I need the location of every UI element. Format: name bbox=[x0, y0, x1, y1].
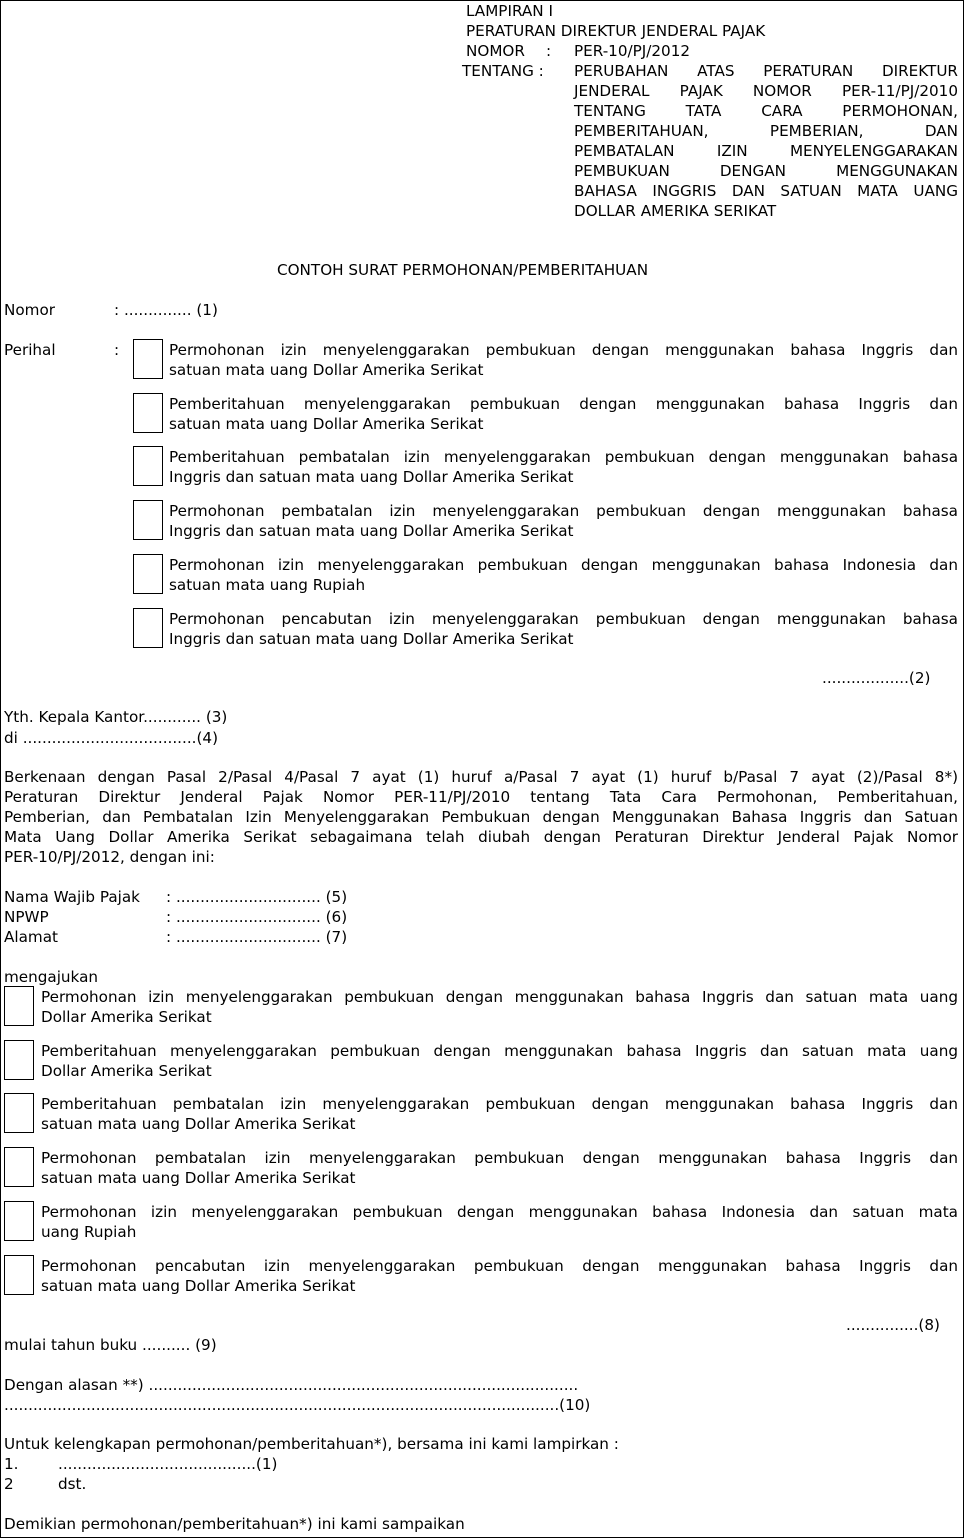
closing-sentence: Demikian permohonan/pemberitahuan*) ini kami sampaikan bbox=[4, 1515, 465, 1533]
note-8: ...............(8) bbox=[846, 1316, 940, 1334]
tentang-line: PEMBERITAHUAN, PEMBERIAN, DAN bbox=[574, 122, 958, 140]
perihal-option-line-1: Permohonan pencabutan izin menyelenggarakan pembukuan dengan menggunakan bahasa bbox=[169, 609, 958, 628]
perihal-option-line-2: Inggris dan satuan mata uang Dollar Amerika Serikat bbox=[169, 468, 574, 487]
tentang-line: PEMBUKUAN DENGAN MENGGUNAKAN bbox=[574, 162, 958, 180]
attachment-2-num: 2 bbox=[4, 1475, 14, 1493]
mengajukan-option-line-2: Dollar Amerika Serikat bbox=[41, 1061, 212, 1080]
perihal-option bbox=[169, 609, 958, 649]
mengajukan-checkbox[interactable] bbox=[4, 1201, 34, 1241]
perihal-option-line-1: Permohonan pembatalan izin menyelenggarakan pembukuan dengan menggunakan bahasa bbox=[169, 502, 958, 521]
taxpayer-value: : .............................. (5) bbox=[166, 888, 348, 906]
mengajukan-option-line-1: Pemberitahuan menyelenggarakan pembukuan dengan menggunakan bahasa Inggris dan satuan mata uang bbox=[41, 1041, 958, 1060]
addressee-office: Yth. Kepala Kantor............ (3) bbox=[4, 708, 228, 726]
tentang-line: TENTANG TATA CARA PERMOHONAN, bbox=[574, 102, 958, 120]
mengajukan-option bbox=[41, 1202, 958, 1242]
mengajukan-option bbox=[41, 1256, 958, 1296]
perihal-label: Perihal bbox=[4, 341, 56, 359]
taxpayer-value: : .............................. (7) bbox=[166, 928, 348, 946]
mengajukan-checkbox[interactable] bbox=[4, 1040, 34, 1080]
taxpayer-label: NPWP bbox=[4, 908, 49, 926]
perihal-option-line-2: Inggris dan satuan mata uang Dollar Amerika Serikat bbox=[169, 522, 574, 541]
tentang-line: PERUBAHAN ATAS PERATURAN DIREKTUR bbox=[574, 62, 958, 80]
perihal-checkbox[interactable] bbox=[133, 608, 163, 648]
body-line: PER-10/PJ/2012, dengan ini: bbox=[4, 848, 215, 866]
mengajukan-option-line-2: satuan mata uang Dollar Amerika Serikat bbox=[41, 1115, 356, 1134]
tentang-line: JENDERAL PAJAK NOMOR PER-11/PJ/2010 bbox=[574, 82, 958, 100]
body-line: Mata Uang Dollar Amerika Serikat sebagaimana telah diubah dengan Peraturan Direktur Jenderal Pajak Nomor bbox=[4, 828, 958, 846]
lampiran-label: LAMPIRAN I bbox=[466, 2, 553, 20]
addressee-location: di ....................................(4) bbox=[4, 729, 218, 747]
perihal-option-line-1: Pemberitahuan menyelenggarakan pembukuan dengan menggunakan bahasa Inggris dan bbox=[169, 394, 958, 413]
perihal-checkbox[interactable] bbox=[133, 393, 163, 433]
peraturan-label: PERATURAN DIREKTUR JENDERAL PAJAK bbox=[466, 22, 766, 40]
attachment-1-num: 1. bbox=[4, 1455, 19, 1473]
perihal-option bbox=[169, 340, 958, 380]
perihal-option-line-2: satuan mata uang Rupiah bbox=[169, 575, 366, 594]
mengajukan-option-line-1: Permohonan pencabutan izin menyelenggarakan pembukuan dengan menggunakan bahasa Inggris dan bbox=[41, 1256, 958, 1275]
perihal-option-line-1: Permohonan izin menyelenggarakan pembukuan dengan menggunakan bahasa Inggris dan bbox=[169, 341, 958, 359]
body-line: Peraturan Direktur Jenderal Pajak Nomor PER-11/PJ/2010 tentang Tata Cara Permohonan, Pemberitahuan, bbox=[4, 788, 958, 806]
perihal-option-line-1: Permohonan izin menyelenggarakan pembukuan dengan menggunakan bahasa Indonesia dan bbox=[169, 555, 958, 574]
perihal-option-line-1: Pemberitahuan pembatalan izin menyelenggarakan pembukuan dengan menggunakan bahasa bbox=[169, 448, 958, 467]
nomor-row-label: Nomor bbox=[4, 301, 55, 319]
mengajukan-option bbox=[41, 1041, 958, 1081]
perihal-checkbox[interactable] bbox=[133, 339, 163, 379]
body-line: Berkenaan dengan Pasal 2/Pasal 4/Pasal 7 ayat (1) huruf a/Pasal 7 ayat (1) huruf b/Pasal 7 ayat (2)/Pasal 8*) bbox=[4, 768, 958, 786]
mengajukan-checkbox[interactable] bbox=[4, 1147, 34, 1187]
attachment-2-text: dst. bbox=[58, 1475, 87, 1493]
lampiran-intro: Untuk kelengkapan permohonan/pemberitahuan*), bersama ini kami lampirkan : bbox=[4, 1435, 619, 1453]
perihal-checkbox[interactable] bbox=[133, 446, 163, 486]
tentang-line: PEMBATALAN IZIN MENYELENGGARAKAN bbox=[574, 142, 958, 160]
mengajukan-option-line-2: uang Rupiah bbox=[41, 1222, 137, 1241]
perihal-checkbox[interactable] bbox=[133, 500, 163, 540]
perihal-option-line-2: Inggris dan satuan mata uang Dollar Amerika Serikat bbox=[169, 629, 574, 648]
taxpayer-label: Nama Wajib Pajak bbox=[4, 888, 140, 906]
mengajukan-option bbox=[41, 987, 958, 1027]
perihal-option bbox=[169, 501, 958, 541]
mengajukan-option-line-1: Permohonan izin menyelenggarakan pembukuan dengan menggunakan bahasa Indonesia dan satuan mata bbox=[41, 1202, 958, 1221]
letter-title: CONTOH SURAT PERMOHONAN/PEMBERITAHUAN bbox=[277, 261, 649, 279]
nomor-separator: : bbox=[546, 42, 552, 60]
mengajukan-option bbox=[41, 1148, 958, 1188]
nomor-label: NOMOR bbox=[466, 42, 525, 60]
mengajukan-option bbox=[41, 1094, 958, 1134]
mengajukan-option-line-2: satuan mata uang Dollar Amerika Serikat bbox=[41, 1169, 356, 1188]
attachment-1-text: .........................................(1) bbox=[58, 1455, 278, 1473]
perihal-checkbox[interactable] bbox=[133, 554, 163, 594]
perihal-option bbox=[169, 394, 958, 434]
perihal-option bbox=[169, 447, 958, 487]
alasan-line-2: ...................................................................................................................(10) bbox=[4, 1396, 591, 1414]
tentang-line: BAHASA INGGRIS DAN SATUAN MATA UANG bbox=[574, 182, 958, 200]
taxpayer-value: : .............................. (6) bbox=[166, 908, 348, 926]
mengajukan-label: mengajukan bbox=[4, 968, 99, 986]
tentang-label: TENTANG : bbox=[462, 62, 544, 80]
alasan-line-1: Dengan alasan **) ......................................................................................... bbox=[4, 1376, 579, 1394]
perihal-option-line-2: satuan mata uang Dollar Amerika Serikat bbox=[169, 414, 484, 433]
perihal-option bbox=[169, 555, 958, 595]
mengajukan-option-line-2: satuan mata uang Dollar Amerika Serikat bbox=[41, 1276, 356, 1295]
perihal-option-line-2: satuan mata uang Dollar Amerika Serikat bbox=[169, 361, 484, 379]
tentang-line: DOLLAR AMERIKA SERIKAT bbox=[574, 202, 777, 220]
taxpayer-label: Alamat bbox=[4, 928, 58, 946]
nomor-row-value: : .............. (1) bbox=[114, 301, 218, 319]
body-line: Pemberian, dan Pembatalan Izin Menyelenggarakan Pembukuan dengan Menggunakan Bahasa Inggris dan Satuan bbox=[4, 808, 958, 826]
mengajukan-option-line-1: Permohonan pembatalan izin menyelenggarakan pembukuan dengan menggunakan bahasa Inggris dan bbox=[41, 1149, 958, 1168]
mengajukan-option-line-2: Dollar Amerika Serikat bbox=[41, 1008, 212, 1026]
place-date: ..................(2) bbox=[822, 669, 931, 687]
mengajukan-option-line-1: Pemberitahuan pembatalan izin menyelenggarakan pembukuan dengan menggunakan bahasa Inggris dan bbox=[41, 1095, 958, 1114]
mengajukan-option-line-1: Permohonan izin menyelenggarakan pembukuan dengan menggunakan bahasa Inggris dan satuan mata uang bbox=[41, 988, 958, 1006]
tahun-buku: mulai tahun buku .......... (9) bbox=[4, 1336, 217, 1354]
perihal-separator: : bbox=[114, 341, 120, 359]
mengajukan-checkbox[interactable] bbox=[4, 986, 34, 1026]
mengajukan-checkbox[interactable] bbox=[4, 1093, 34, 1133]
nomor-value: PER-10/PJ/2012 bbox=[574, 42, 691, 60]
mengajukan-checkbox[interactable] bbox=[4, 1255, 34, 1295]
